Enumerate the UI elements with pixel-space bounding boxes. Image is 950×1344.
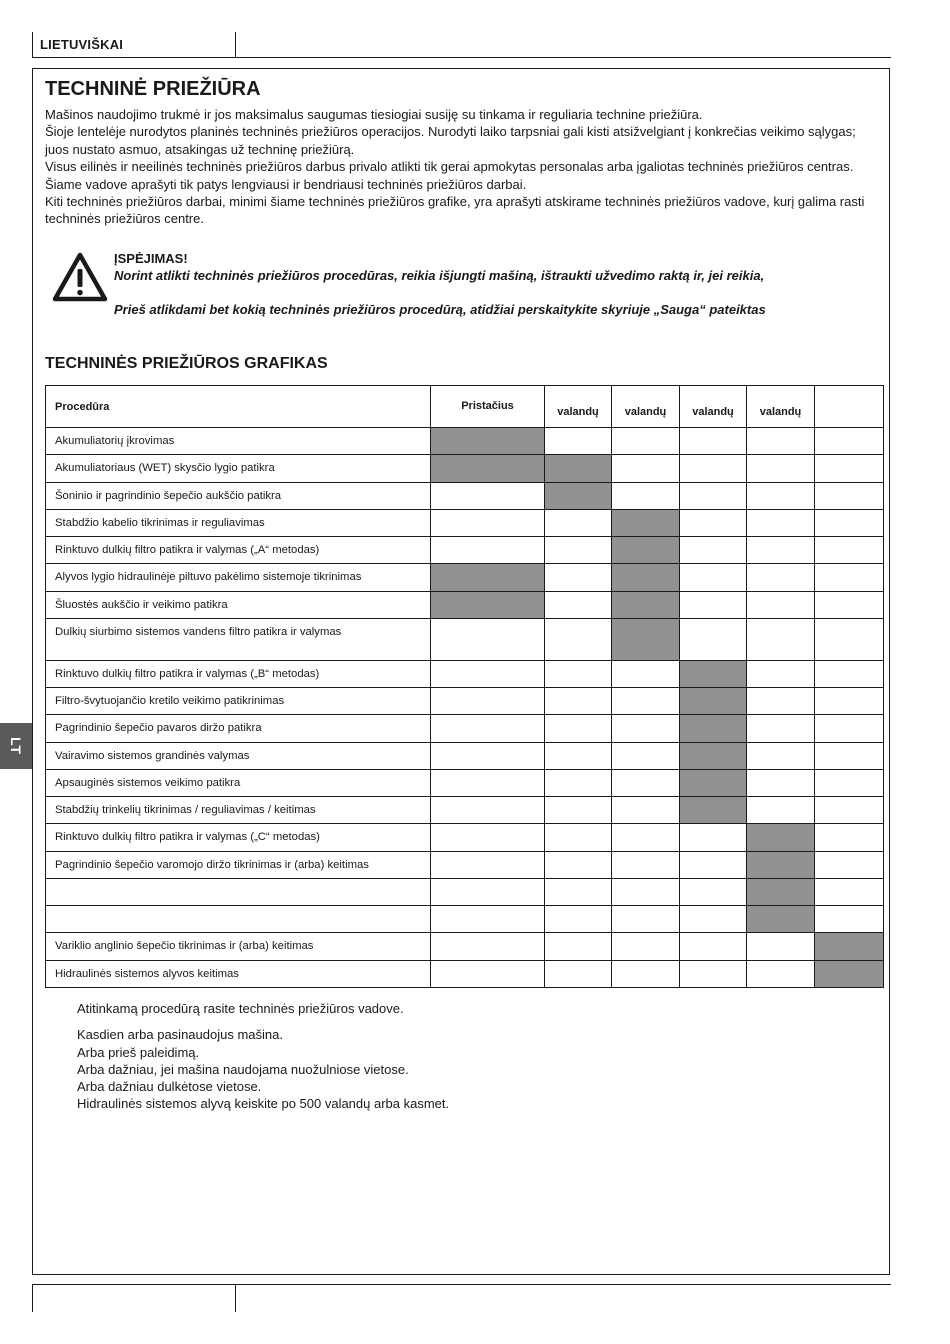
table-row: [46, 455, 884, 482]
column-header: Procedūra: [46, 386, 431, 428]
interval-cell: [747, 960, 815, 987]
procedure-cell: Rinktuvo dulkių filtro patikra ir valymas („A“ metodas): [46, 537, 431, 564]
footnote: Arba dažniau, jei mašina naudojama nuožulniose vietose.: [77, 1061, 409, 1077]
interval-cell: [815, 455, 884, 482]
footnote: Kasdien arba pasinaudojus mašina.: [77, 1027, 283, 1043]
interval-cell: [680, 960, 747, 987]
interval-marked-cell: [612, 564, 680, 591]
interval-cell: [431, 769, 545, 796]
interval-cell: [431, 660, 545, 687]
intro-paragraph: Visus eilinės ir neeilinės techninės priežiūros darbus privalo atlikti tik gerai apmokytas personalas arba įgaliotas techninės priežiūros centras.: [45, 159, 854, 175]
interval-cell: [747, 688, 815, 715]
table-row: [46, 537, 884, 564]
procedure-cell: Filtro-švytuojančio kretilo veikimo patikrinimas: [46, 688, 431, 715]
interval-cell: [747, 618, 815, 660]
footnotes: [77, 1000, 857, 1113]
interval-cell: [815, 428, 884, 455]
procedure-cell: Šoninio ir pagrindinio šepečio aukščio patikra: [46, 482, 431, 509]
interval-marked-cell: [680, 715, 747, 742]
intro-paragraph: Šiame vadove aprašyti tik patys lengviausi ir bendriausi techninės priežiūros darbai.: [45, 176, 527, 192]
interval-cell: [612, 428, 680, 455]
column-header: valandų: [680, 386, 747, 428]
interval-marked-cell: [545, 482, 612, 509]
interval-marked-cell: [680, 797, 747, 824]
interval-cell: [680, 824, 747, 851]
interval-cell: [431, 688, 545, 715]
interval-cell: [815, 742, 884, 769]
interval-cell: [747, 660, 815, 687]
procedure-cell: Stabdžių trinkelių tikrinimas / reguliavimas / keitimas: [46, 797, 431, 824]
interval-cell: [431, 537, 545, 564]
table-row: [46, 960, 884, 987]
interval-cell: [747, 428, 815, 455]
interval-cell: [431, 797, 545, 824]
interval-cell: [680, 455, 747, 482]
interval-cell: [431, 715, 545, 742]
interval-cell: [815, 660, 884, 687]
column-header: [815, 386, 884, 428]
interval-cell: [815, 769, 884, 796]
interval-cell: [815, 715, 884, 742]
interval-cell: [431, 878, 545, 905]
interval-marked-cell: [680, 742, 747, 769]
interval-cell: [545, 824, 612, 851]
interval-cell: [545, 591, 612, 618]
interval-cell: [612, 824, 680, 851]
interval-cell: [545, 906, 612, 933]
interval-cell: [612, 797, 680, 824]
table-row: [46, 797, 884, 824]
header-divider: [235, 32, 236, 58]
interval-cell: [545, 509, 612, 536]
procedure-cell: Dulkių siurbimo sistemos vandens filtro patikra ir valymas: [46, 618, 431, 660]
column-header: valandų: [747, 386, 815, 428]
interval-cell: [815, 564, 884, 591]
procedure-cell: Rinktuvo dulkių filtro patikra ir valymas („C“ metodas): [46, 824, 431, 851]
interval-cell: [612, 742, 680, 769]
table-row: [46, 824, 884, 851]
interval-marked-cell: [747, 824, 815, 851]
procedure-cell: Akumuliatorių įkrovimas: [46, 428, 431, 455]
interval-cell: [545, 715, 612, 742]
interval-cell: [612, 688, 680, 715]
interval-cell: [680, 428, 747, 455]
interval-cell: [815, 851, 884, 878]
interval-cell: [815, 878, 884, 905]
interval-marked-cell: [680, 688, 747, 715]
interval-cell: [431, 960, 545, 987]
footnote: Atitinkamą procedūrą rasite techninės priežiūros vadove.: [77, 1001, 404, 1016]
column-header: Pristačius: [431, 386, 545, 428]
interval-cell: [612, 482, 680, 509]
page-title: TECHNINĖ PRIEŽIŪRA: [45, 78, 261, 100]
table-row: [46, 933, 884, 960]
interval-marked-cell: [545, 455, 612, 482]
table-header-row: [46, 386, 884, 428]
interval-marked-cell: [747, 906, 815, 933]
interval-cell: [747, 564, 815, 591]
procedure-cell: Šluostės aukščio ir veikimo patikra: [46, 591, 431, 618]
procedure-cell: Alyvos lygio hidraulinėje piltuvo pakėlimo sistemoje tikrinimas: [46, 564, 431, 591]
interval-cell: [747, 591, 815, 618]
interval-marked-cell: [747, 878, 815, 905]
procedure-cell: Akumuliatoriaus (WET) skysčio lygio patikra: [46, 455, 431, 482]
interval-cell: [431, 933, 545, 960]
procedure-cell: Apsauginės sistemos veikimo patikra: [46, 769, 431, 796]
interval-cell: [815, 824, 884, 851]
table-row: [46, 769, 884, 796]
interval-cell: [815, 482, 884, 509]
interval-cell: [612, 933, 680, 960]
interval-cell: [815, 591, 884, 618]
interval-cell: [431, 824, 545, 851]
interval-cell: [680, 618, 747, 660]
procedure-cell: Pagrindinio šepečio varomojo diržo tikrinimas ir (arba) keitimas: [46, 851, 431, 878]
interval-marked-cell: [680, 660, 747, 687]
column-header: valandų: [545, 386, 612, 428]
interval-cell: [747, 509, 815, 536]
table-row: [46, 688, 884, 715]
intro-paragraph: Šioje lentelėje nurodytos planinės techninės priežiūros operacijos. Nurodyti laiko tarpsniai gali kisti atsižvelgiant į konkrečias veikimo sąlygas; juos nustato asmuo, atsakingas už techninę priežiūrą.: [45, 124, 856, 157]
footnote: Arba prieš paleidimą.: [77, 1044, 200, 1060]
column-header: valandų: [612, 386, 680, 428]
interval-cell: [815, 509, 884, 536]
footnote: Arba dažniau dulkėtose vietose.: [77, 1079, 262, 1095]
interval-cell: [815, 618, 884, 660]
header-left-border: [32, 32, 33, 58]
interval-cell: [545, 851, 612, 878]
interval-cell: [545, 618, 612, 660]
interval-marked-cell: [431, 564, 545, 591]
table-row: [46, 482, 884, 509]
table-row: [46, 742, 884, 769]
table-row: [46, 509, 884, 536]
interval-marked-cell: [747, 851, 815, 878]
procedure-cell: Vairavimo sistemos grandinės valymas: [46, 742, 431, 769]
footer-rule: [32, 1284, 891, 1285]
maintenance-schedule-table: [45, 385, 884, 988]
warning-line: Prieš atlikdami bet kokią techninės priežiūros procedūrą, atidžiai perskaitykite skyriuje „Sauga“ pateiktas: [114, 302, 766, 317]
interval-cell: [545, 769, 612, 796]
interval-cell: [680, 851, 747, 878]
interval-cell: [431, 742, 545, 769]
interval-cell: [747, 742, 815, 769]
interval-cell: [680, 878, 747, 905]
procedure-cell: Variklio anglinio šepečio tikrinimas ir (arba) keitimas: [46, 933, 431, 960]
warning-triangle-icon: [52, 252, 108, 302]
table-row: [46, 878, 884, 905]
interval-cell: [545, 688, 612, 715]
side-tab-label: LT: [7, 736, 24, 756]
interval-cell: [612, 715, 680, 742]
interval-cell: [680, 591, 747, 618]
interval-cell: [680, 933, 747, 960]
interval-cell: [545, 797, 612, 824]
interval-cell: [747, 933, 815, 960]
interval-cell: [815, 537, 884, 564]
interval-cell: [545, 428, 612, 455]
intro-paragraph: Mašinos naudojimo trukmė ir jos maksimalus saugumas tiesiogiai susiję su tinkama ir reguliaria technine priežiūra.: [45, 107, 703, 122]
interval-cell: [431, 482, 545, 509]
warning-title: ĮSPĖJIMAS!: [114, 251, 188, 266]
interval-cell: [545, 878, 612, 905]
interval-marked-cell: [612, 618, 680, 660]
interval-cell: [545, 660, 612, 687]
procedure-cell: Pagrindinio šepečio pavaros diržo patikra: [46, 715, 431, 742]
interval-cell: [747, 455, 815, 482]
interval-cell: [545, 960, 612, 987]
footer-divider: [235, 1284, 236, 1312]
interval-cell: [747, 537, 815, 564]
interval-cell: [431, 509, 545, 536]
procedure-cell: Rinktuvo dulkių filtro patikra ir valymas („B“ metodas): [46, 660, 431, 687]
interval-cell: [612, 769, 680, 796]
interval-cell: [815, 797, 884, 824]
warning-line: Norint atlikti techninės priežiūros procedūras, reikia išjungti mašiną, ištraukti užvedimo raktą ir, jei reikia,: [114, 268, 765, 283]
interval-marked-cell: [612, 591, 680, 618]
interval-cell: [612, 878, 680, 905]
interval-cell: [431, 851, 545, 878]
intro-text: [45, 106, 875, 228]
interval-marked-cell: [431, 428, 545, 455]
table-row: [46, 428, 884, 455]
intro-paragraph: Kiti techninės priežiūros darbai, minimi šiame techninės priežiūros grafike, yra aprašyti atskirame techninės priežiūros vadove, kurį galima rasti techninės priežiūros centre.: [45, 194, 865, 227]
interval-cell: [747, 797, 815, 824]
interval-marked-cell: [815, 960, 884, 987]
interval-marked-cell: [431, 591, 545, 618]
interval-cell: [545, 537, 612, 564]
table-row: [46, 715, 884, 742]
table-row: [46, 564, 884, 591]
interval-cell: [747, 715, 815, 742]
interval-cell: [612, 660, 680, 687]
interval-marked-cell: [815, 933, 884, 960]
header-rule: [32, 57, 891, 58]
table-row: [46, 906, 884, 933]
procedure-cell: Stabdžio kabelio tikrinimas ir reguliavimas: [46, 509, 431, 536]
interval-cell: [747, 482, 815, 509]
interval-cell: [815, 906, 884, 933]
procedure-cell: [46, 878, 431, 905]
interval-cell: [612, 906, 680, 933]
language-label: LIETUVIŠKAI: [40, 37, 124, 52]
warning-box: [114, 250, 884, 318]
footnote: Hidraulinės sistemos alyvą keiskite po 500 valandų arba kasmet.: [77, 1096, 450, 1112]
interval-marked-cell: [431, 455, 545, 482]
interval-cell: [612, 455, 680, 482]
interval-marked-cell: [680, 769, 747, 796]
interval-cell: [680, 509, 747, 536]
interval-cell: [612, 960, 680, 987]
table-row: [46, 851, 884, 878]
interval-cell: [680, 564, 747, 591]
interval-cell: [431, 906, 545, 933]
language-side-tab: [0, 723, 32, 769]
interval-cell: [545, 564, 612, 591]
table-row: [46, 618, 884, 660]
interval-cell: [747, 769, 815, 796]
footer-left-border: [32, 1284, 33, 1312]
schedule-title: TECHNINĖS PRIEŽIŪROS GRAFIKAS: [45, 355, 328, 372]
interval-cell: [680, 906, 747, 933]
table-row: [46, 591, 884, 618]
interval-cell: [612, 851, 680, 878]
interval-cell: [815, 688, 884, 715]
interval-cell: [431, 618, 545, 660]
procedure-cell: [46, 906, 431, 933]
interval-cell: [545, 933, 612, 960]
interval-cell: [545, 742, 612, 769]
interval-marked-cell: [612, 509, 680, 536]
procedure-cell: Hidraulinės sistemos alyvos keitimas: [46, 960, 431, 987]
interval-cell: [680, 537, 747, 564]
interval-cell: [680, 482, 747, 509]
interval-marked-cell: [612, 537, 680, 564]
table-row: [46, 660, 884, 687]
